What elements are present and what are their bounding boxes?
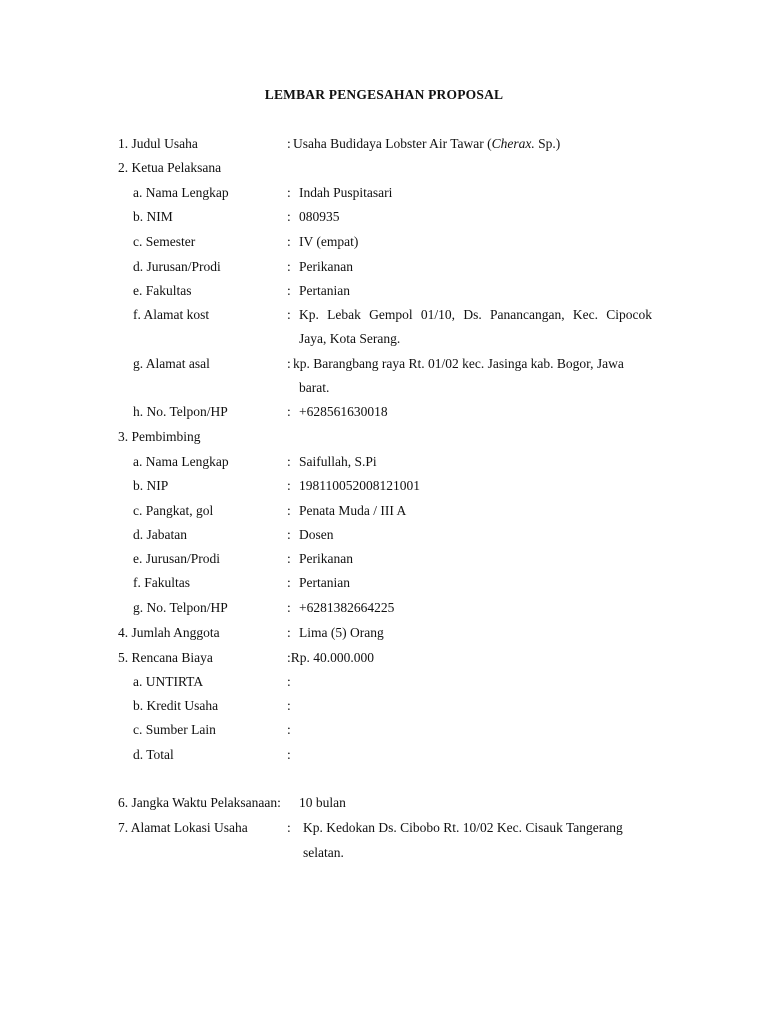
page-title: LEMBAR PENGESAHAN PROPOSAL <box>264 87 504 102</box>
colon: : <box>287 625 291 640</box>
biaya-kredit-row <box>0 697 768 721</box>
jangka-waktu-row <box>0 794 768 818</box>
pembimbing-telpon-value: +6281382664225 <box>299 600 395 615</box>
colon: : <box>287 698 291 713</box>
pembimbing-jurusan-value: Perikanan <box>299 551 353 566</box>
judul-usaha-value <box>293 135 560 153</box>
rencana-biaya-row <box>0 649 768 673</box>
pembimbing-heading: 3. Pembimbing <box>118 429 201 444</box>
ketua-nama-value: Indah Puspitasari <box>299 185 393 200</box>
ketua-telpon-row <box>0 403 768 427</box>
colon: : <box>287 527 291 542</box>
colon: : <box>287 747 291 762</box>
ketua-pelaksana-heading-row <box>0 159 768 183</box>
judul-usaha-value-suffix: Sp.) <box>534 136 561 151</box>
colon: : <box>287 503 291 518</box>
judul-usaha-row <box>0 135 768 159</box>
ketua-telpon-label: h. No. Telpon/HP <box>133 404 228 419</box>
biaya-sumber-lain-row <box>0 721 768 745</box>
jumlah-anggota-row <box>0 624 768 648</box>
rencana-biaya-value: :Rp. 40.000.000 <box>287 650 375 665</box>
colon: : <box>287 259 291 274</box>
ketua-jurusan-label: d. Jurusan/Prodi <box>133 259 221 274</box>
pembimbing-jabatan-value: Dosen <box>299 527 334 542</box>
ketua-alamat-asal-row <box>0 355 768 379</box>
colon: : <box>287 185 291 200</box>
jangka-waktu-label: 6. Jangka Waktu Pelaksanaan: <box>118 795 281 810</box>
pembimbing-jabatan-label: d. Jabatan <box>133 527 187 542</box>
ketua-nim-value: 080935 <box>299 209 340 224</box>
ketua-jurusan-row <box>0 258 768 282</box>
biaya-untirta-row <box>0 673 768 697</box>
ketua-fakultas-label: e. Fakultas <box>133 283 192 298</box>
jumlah-anggota-value: Lima (5) Orang <box>299 625 384 640</box>
pembimbing-nip-row <box>0 477 768 501</box>
ketua-fakultas-row <box>0 282 768 306</box>
rencana-biaya-label: 5. Rencana Biaya <box>118 650 213 665</box>
ketua-alamat-asal-cont-row <box>0 379 768 403</box>
colon: : <box>287 307 291 322</box>
pembimbing-jurusan-label: e. Jurusan/Prodi <box>133 551 220 566</box>
ketua-alamat-kost-line1: Kp. Lebak Gempol 01/10, Ds. Panancangan, Kec. Cipocok <box>299 307 652 322</box>
biaya-total-label: d. Total <box>133 747 174 762</box>
biaya-total-row <box>0 746 768 770</box>
ketua-pelaksana-heading: 2. Ketua Pelaksana <box>118 160 222 175</box>
ketua-alamat-kost-label: f. Alamat kost <box>133 307 210 322</box>
pembimbing-jabatan-row <box>0 526 768 550</box>
pembimbing-pangkat-row <box>0 502 768 526</box>
pembimbing-fakultas-value: Pertanian <box>299 575 350 590</box>
pembimbing-nip-label: b. NIP <box>133 478 169 493</box>
colon: : <box>287 600 291 615</box>
colon: : <box>287 478 291 493</box>
colon: : <box>287 722 291 737</box>
biaya-sumber-lain-label: c. Sumber Lain <box>133 722 216 737</box>
alamat-lokasi-row <box>0 819 768 843</box>
ketua-semester-row <box>0 233 768 257</box>
colon: : <box>287 551 291 566</box>
pembimbing-jurusan-row <box>0 550 768 574</box>
ketua-alamat-kost-line2: Jaya, Kota Serang. <box>299 331 401 346</box>
ketua-telpon-value: +628561630018 <box>299 404 388 419</box>
judul-usaha-value-italic: Cherax. <box>491 136 535 151</box>
ketua-alamat-kost-row <box>0 306 768 330</box>
pembimbing-heading-row <box>0 428 768 452</box>
ketua-nama-row <box>0 184 768 208</box>
jumlah-anggota-label: 4. Jumlah Anggota <box>118 625 220 640</box>
pembimbing-nama-value: Saifullah, S.Pi <box>299 454 377 469</box>
ketua-nim-label: b. NIM <box>133 209 173 224</box>
biaya-kredit-label: b. Kredit Usaha <box>133 698 219 713</box>
colon: : <box>287 234 291 249</box>
ketua-alamat-asal-line1: kp. Barangbang raya Rt. 01/02 kec. Jasinga kab. Bogor, Jawa <box>293 356 624 371</box>
alamat-lokasi-cont-row <box>0 844 768 868</box>
pembimbing-fakultas-row <box>0 574 768 598</box>
colon: : <box>287 136 291 151</box>
alamat-lokasi-line2: selatan. <box>303 845 344 860</box>
judul-usaha-label: 1. Judul Usaha <box>118 136 198 151</box>
jangka-waktu-value: 10 bulan <box>299 795 346 810</box>
colon: : <box>287 404 291 419</box>
pembimbing-telpon-label: g. No. Telpon/HP <box>133 600 228 615</box>
pembimbing-telpon-row <box>0 599 768 623</box>
judul-usaha-value-prefix: Usaha Budidaya Lobster Air Tawar ( <box>293 136 492 151</box>
ketua-nama-label: a. Nama Lengkap <box>133 185 229 200</box>
colon: : <box>287 283 291 298</box>
pembimbing-pangkat-value: Penata Muda / III A <box>299 503 407 518</box>
biaya-untirta-label: a. UNTIRTA <box>133 674 204 689</box>
ketua-semester-label: c. Semester <box>133 234 196 249</box>
colon: : <box>287 356 291 371</box>
ketua-fakultas-value: Pertanian <box>299 283 350 298</box>
colon: : <box>287 575 291 590</box>
pembimbing-pangkat-label: c. Pangkat, gol <box>133 503 214 518</box>
ketua-semester-value: IV (empat) <box>299 234 359 249</box>
ketua-alamat-asal-label: g. Alamat asal <box>133 356 210 371</box>
pembimbing-fakultas-label: f. Fakultas <box>133 575 190 590</box>
colon: : <box>287 674 291 689</box>
ketua-alamat-kost-cont-row <box>0 330 768 354</box>
ketua-nim-row <box>0 208 768 232</box>
pembimbing-nama-row <box>0 453 768 477</box>
pembimbing-nip-value: 198110052008121001 <box>299 478 420 493</box>
pembimbing-nama-label: a. Nama Lengkap <box>133 454 229 469</box>
ketua-jurusan-value: Perikanan <box>299 259 353 274</box>
ketua-alamat-asal-line2: barat. <box>299 380 330 395</box>
colon: : <box>287 209 291 224</box>
alamat-lokasi-line1: Kp. Kedokan Ds. Cibobo Rt. 10/02 Kec. Cisauk Tangerang <box>303 820 623 835</box>
alamat-lokasi-label: 7. Alamat Lokasi Usaha <box>118 820 248 835</box>
colon: : <box>287 454 291 469</box>
colon: : <box>287 820 291 835</box>
